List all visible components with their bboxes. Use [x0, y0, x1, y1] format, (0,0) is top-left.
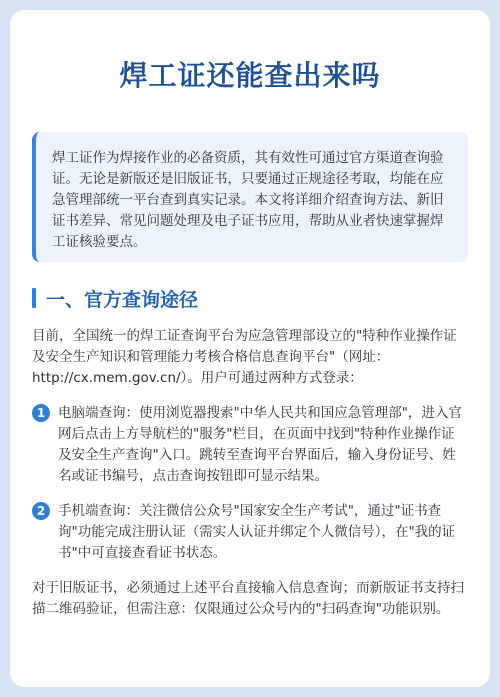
paragraph: 目前，全国统一的焊工证查询平台为应急管理部设立的"特种作业操作证及安全生产知识和管理能力考核合格信息查询平台"（网址：http://cx.mem.gov.cn/）。用户可通过两种方式登录： — [32, 328, 457, 386]
section-heading-text: 一、官方查询途径 — [46, 288, 199, 311]
section-heading — [32, 284, 468, 312]
section-accent-bar — [32, 288, 36, 308]
list-item-text: 手机端查询：关注微信公众号"国家安全生产考试"，通过"证书查询"功能完成注册认证（需实人认证并绑定个人微信号），在"我的证书"中可直接查看证书状态。 — [58, 503, 456, 561]
paragraph: 对于旧版证书，必须通过上述平台直接输入信息查询；而新版证书支持扫描二维码验证，但需注意：仅限通过公众号内的"扫码查询"功能识别。 — [32, 580, 464, 617]
intro-box — [32, 132, 468, 262]
list-item — [32, 403, 468, 487]
number-badge-icon: 2 — [32, 502, 50, 520]
list-item-text: 电脑端查询：使用浏览器搜索"中华人民共和国应急管理部"，进入官网后点击上方导航栏的"服务"栏目，在页面中找到"特种作业操作证及安全生产查询"入口。跳转至查询平台界面后，输入身份证号、姓名或证书编号，点击查询按钮即可显示结果。 — [58, 405, 462, 484]
number-badge-icon: 1 — [32, 404, 50, 422]
list-item — [32, 501, 468, 564]
intro-text: 焊工证作为焊接作业的必备资质，其有效性可通过官方渠道查询验证。无论是新版还是旧版证书，只要通过正规途径考取，均能在应急管理部统一平台查到真实记录。本文将详细介绍查询方法、新旧证书差异、常见问题处理及电子证书应用，帮助从业者快速掌握焊工证核验要点。 — [52, 150, 444, 250]
article-card — [10, 10, 490, 687]
page-title: 焊工证还能查出来吗 — [119, 59, 381, 92]
